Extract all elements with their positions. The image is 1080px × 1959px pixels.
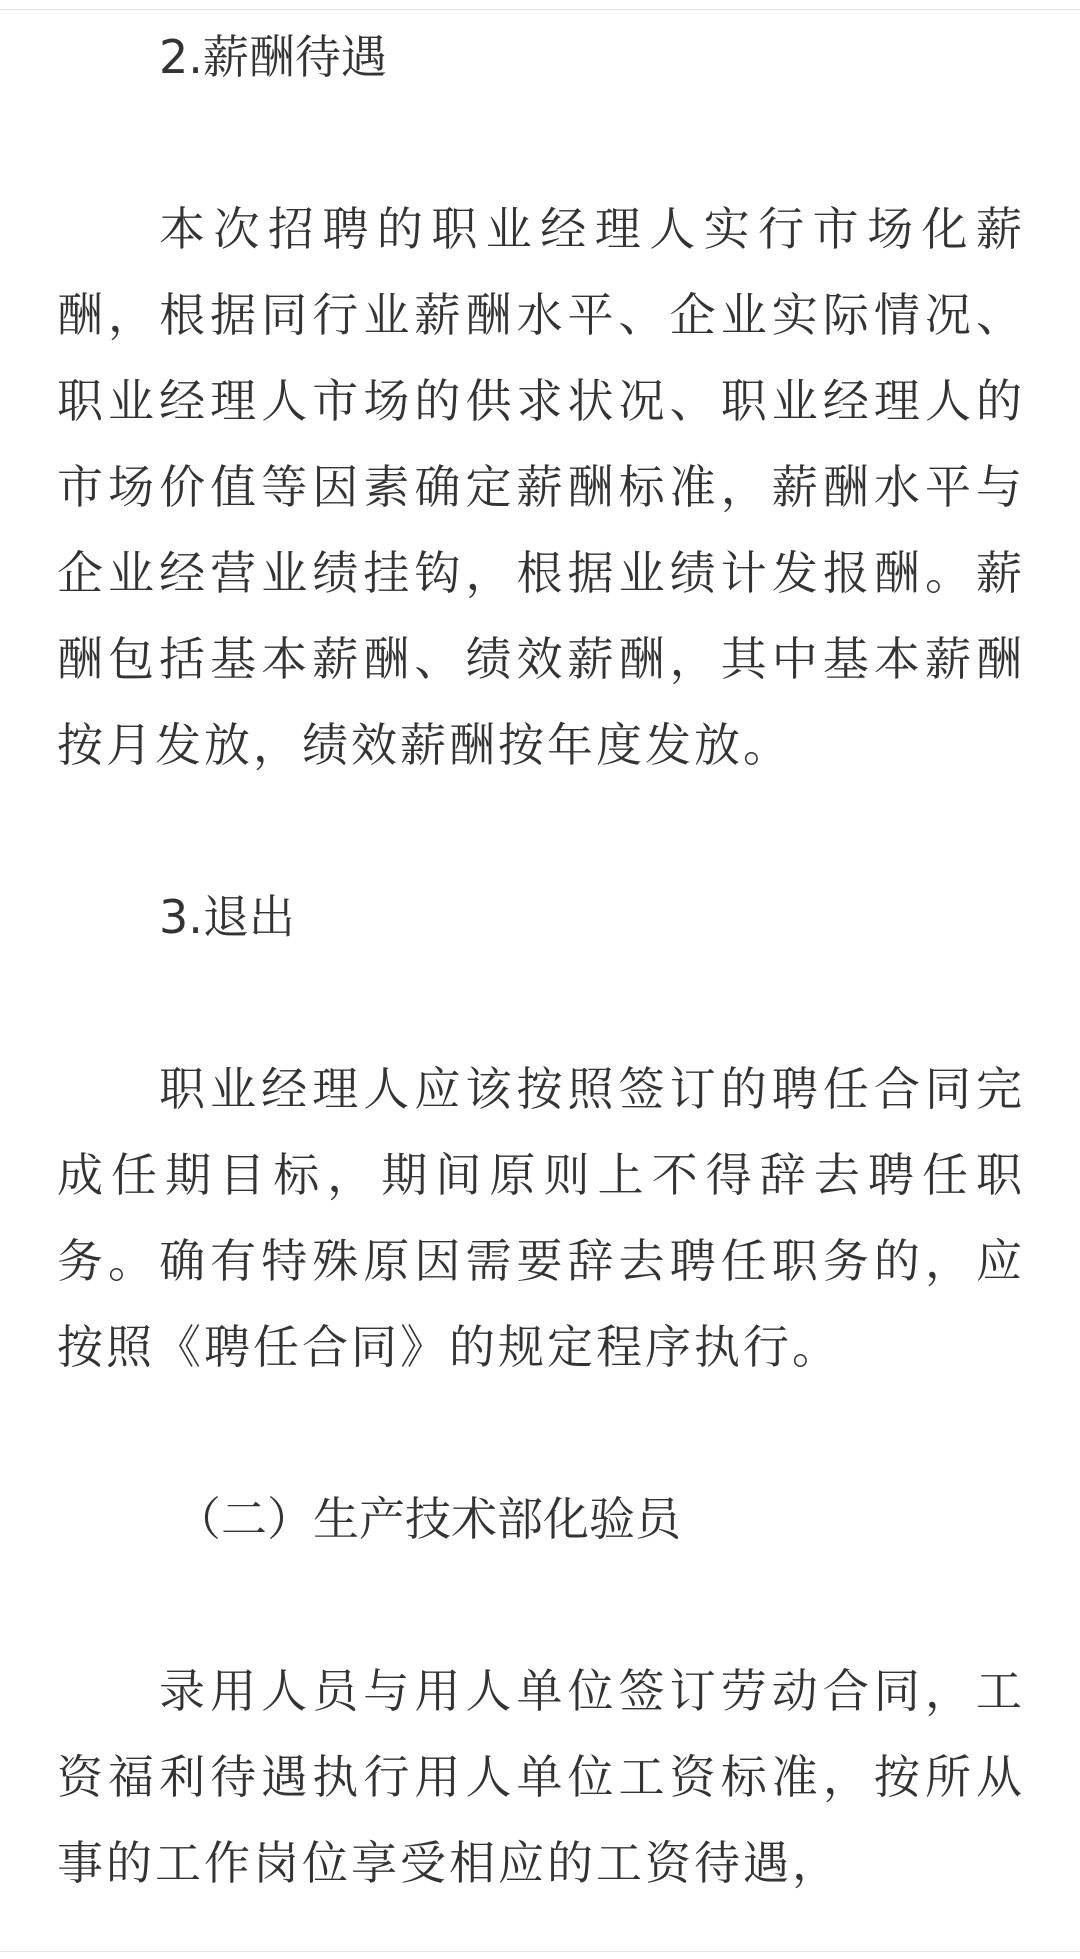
- paragraph-section-2: 录用人员与用人单位签订劳动合同，工资福利待遇执行用人单位工资标准，按所从事的工作岗位享受相应的工资待遇，: [57, 1664, 1025, 1890]
- spacer: [57, 1562, 1025, 1648]
- paragraph-exit: 职业经理人应该按照签订的聘任合同完成任期目标，期间原则上不得辞去聘任职务。确有特殊原因需要辞去聘任职务的，应按照《聘任合同》的规定程序执行。: [57, 1062, 1025, 1374]
- spacer: [57, 788, 1025, 874]
- article-body: [57, 14, 1025, 1906]
- paragraph-salary: 本次招聘的职业经理人实行市场化薪酬，根据同行业薪酬水平、企业实际情况、职业经理人市场的供求状况、职业经理人的市场价值等因素确定薪酬标准，薪酬水平与企业经营业绩挂钩，根据业绩计发报酬。薪酬包括基本薪酬、绩效薪酬，其中基本薪酬按月发放，绩效薪酬按年度发放。: [57, 202, 1025, 772]
- bottom-divider: [0, 1951, 1080, 1959]
- spacer: [57, 100, 1025, 186]
- spacer: [57, 960, 1025, 1046]
- heading-section-2: （二）生产技术部化验员: [175, 1492, 681, 1546]
- heading-salary: 2.薪酬待遇: [159, 30, 387, 84]
- heading-exit: 3.退出: [159, 890, 295, 944]
- spacer: [57, 1390, 1025, 1476]
- top-divider: [0, 0, 1080, 10]
